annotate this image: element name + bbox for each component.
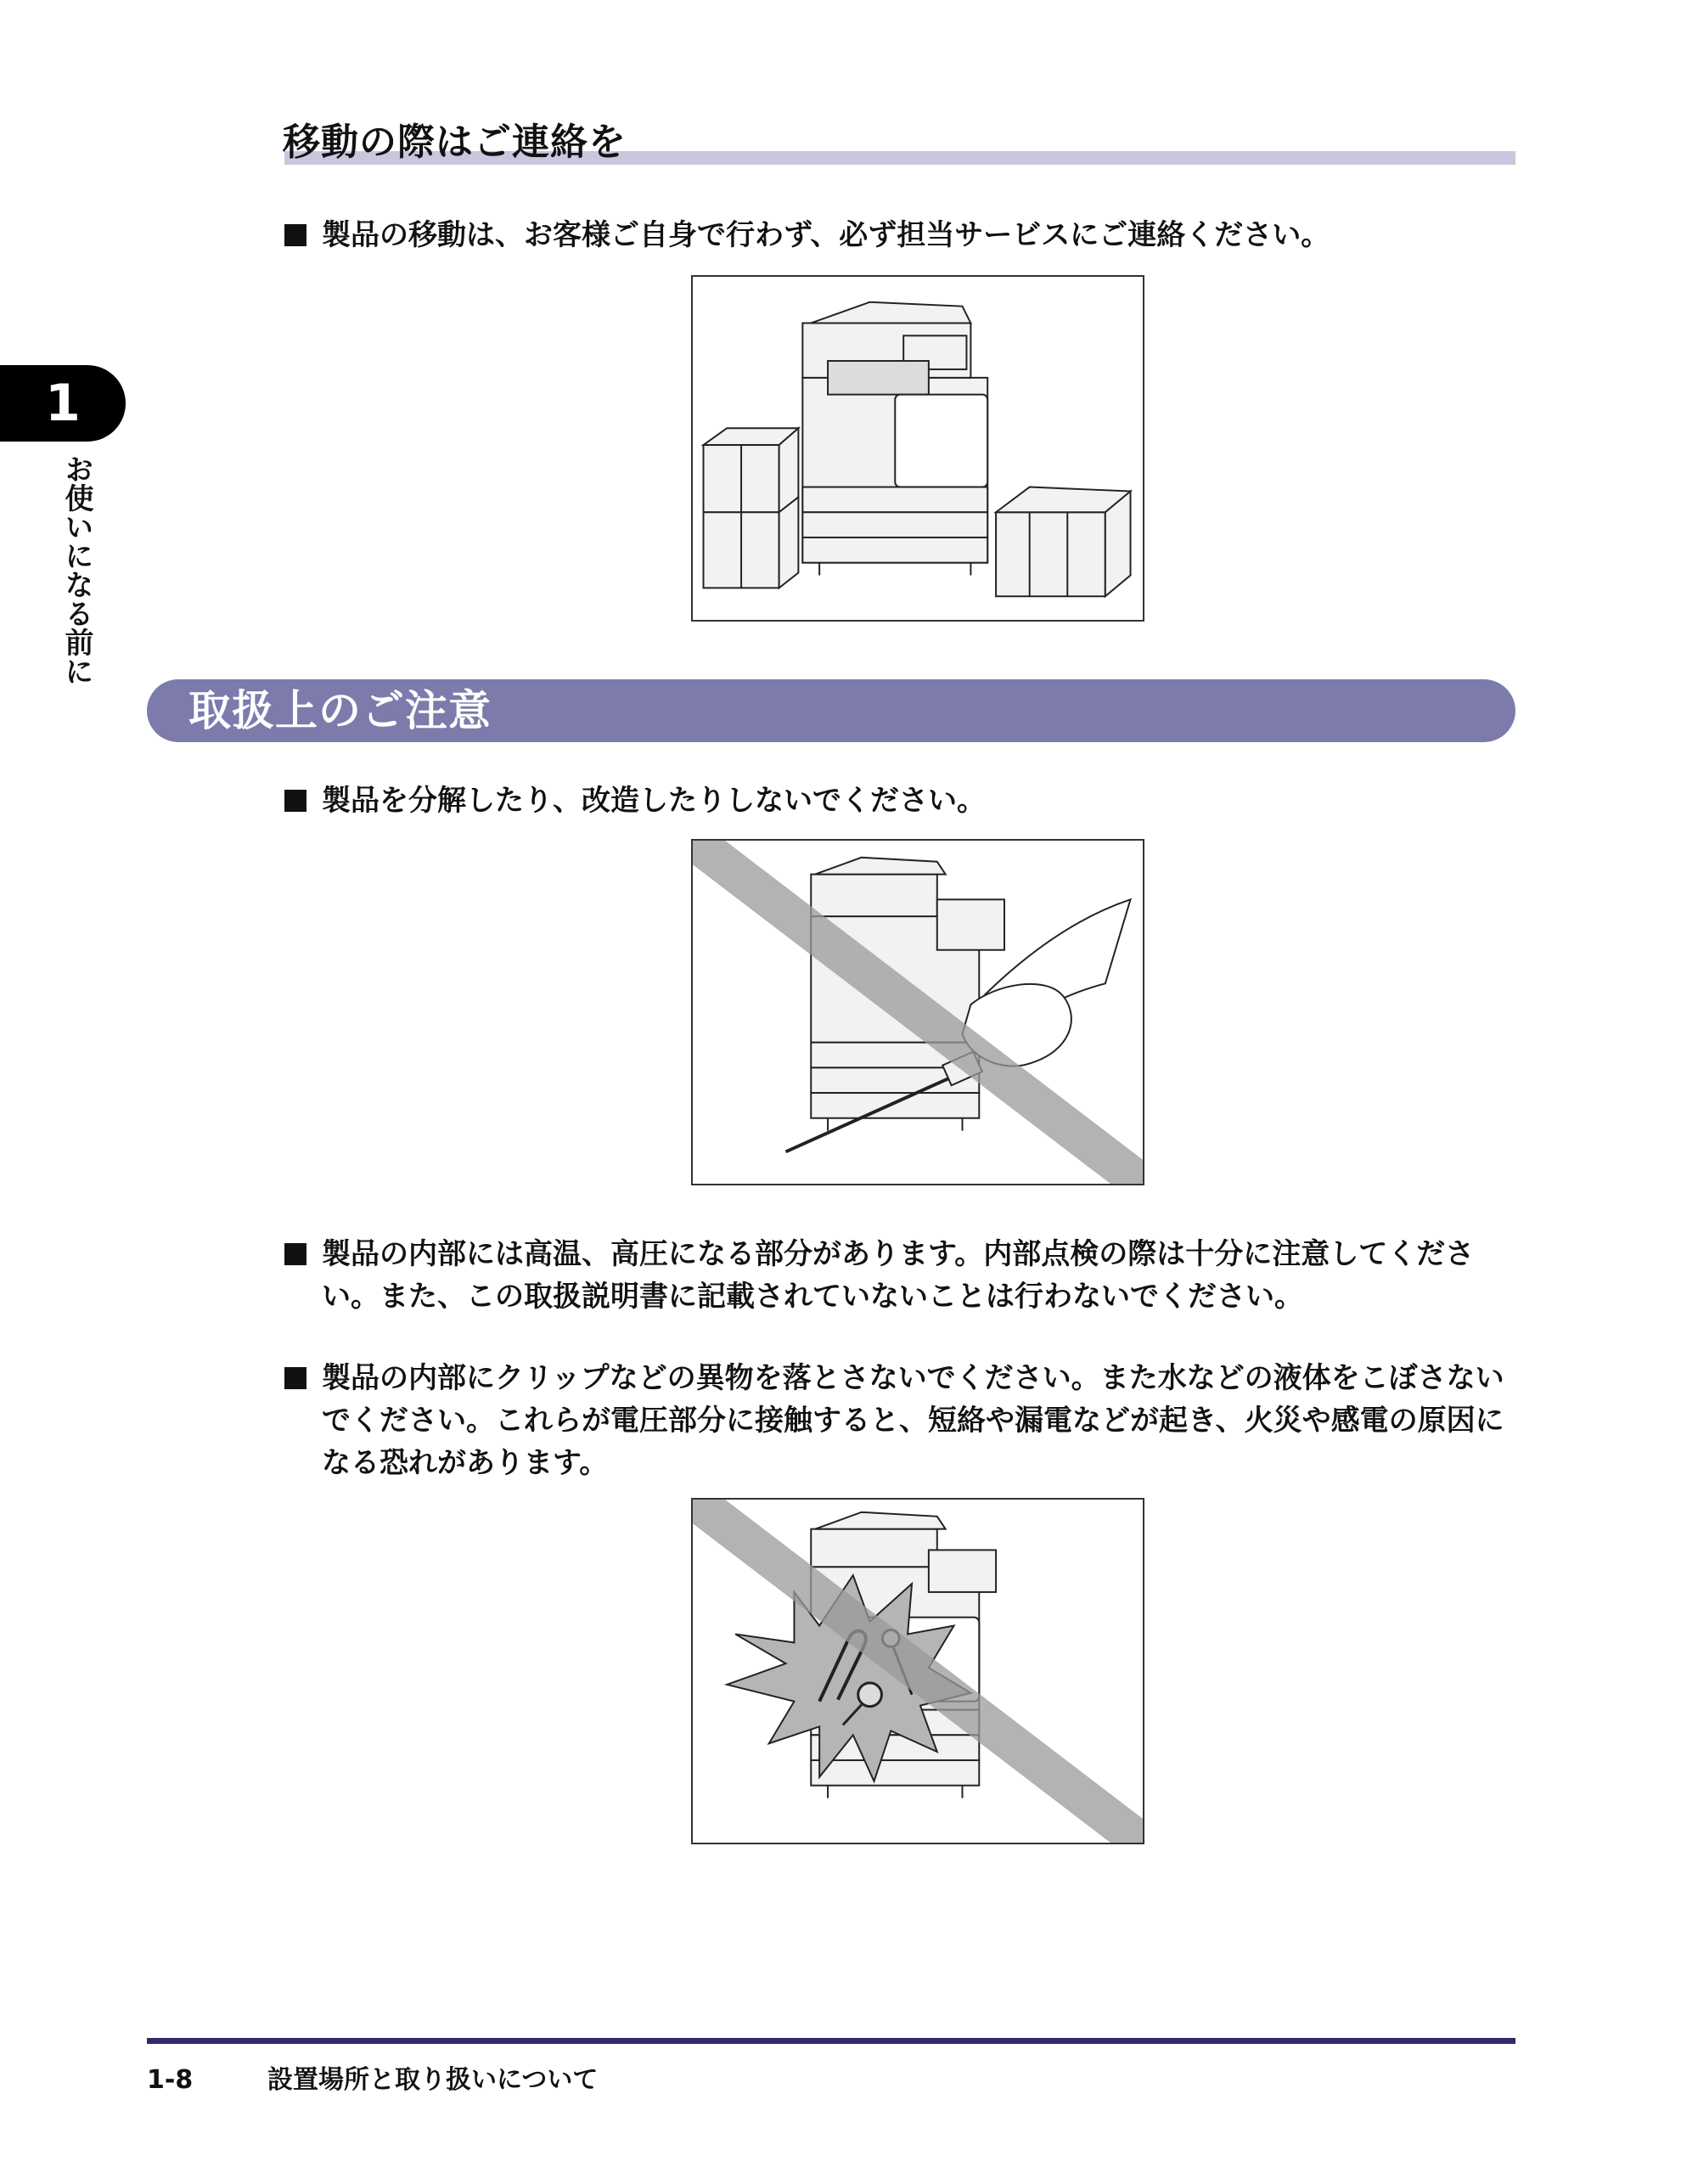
section-heading-handling: 取扱上のご注意 bbox=[188, 686, 492, 735]
bullet-item bbox=[284, 214, 1524, 256]
figure-no-disassembly bbox=[691, 839, 1144, 1185]
bullet-item bbox=[284, 1233, 1524, 1318]
figure-no-foreign-objects bbox=[691, 1498, 1144, 1844]
section-heading-moving: 移動の際はご連絡を bbox=[283, 121, 627, 164]
no-foreign-objects-illustration bbox=[693, 1500, 1143, 1843]
figure-copier-moving bbox=[691, 275, 1144, 622]
square-bullet-icon bbox=[284, 1367, 306, 1389]
chapter-number: 1 bbox=[45, 374, 81, 433]
bullet-item bbox=[284, 780, 1524, 822]
bullet-item bbox=[284, 1357, 1524, 1484]
bullet-text: 製品の内部には高温、高圧になる部分があります。内部点検の際は十分に注意してください。また、この取扱説明書に記載されていないことは行わないでください。 bbox=[322, 1237, 1475, 1314]
footer-rule bbox=[147, 2038, 1515, 2044]
square-bullet-icon bbox=[284, 224, 306, 246]
square-bullet-icon bbox=[284, 1243, 306, 1265]
copier-with-boxes-illustration bbox=[693, 277, 1143, 620]
square-bullet-icon bbox=[284, 790, 306, 812]
bullet-text: 製品の移動は、お客様ご自身で行わず、必ず担当サービスにご連絡ください。 bbox=[322, 218, 1330, 252]
chapter-title: お使いになる前に bbox=[59, 454, 93, 685]
bullet-text: 製品の内部にクリップなどの異物を落とさないでください。また水などの液体をこぼさないでください。これらが電圧部分に接触すると、短絡や漏電などが起き、火災や感電の原因になる恐れがあります。 bbox=[322, 1361, 1504, 1480]
bullet-text: 製品を分解したり、改造したりしないでください。 bbox=[322, 784, 986, 818]
footer-section-title: 設置場所と取り扱いについて bbox=[267, 2065, 599, 2095]
page-number: 1-8 bbox=[147, 2065, 194, 2095]
no-disassembly-illustration bbox=[693, 841, 1143, 1184]
